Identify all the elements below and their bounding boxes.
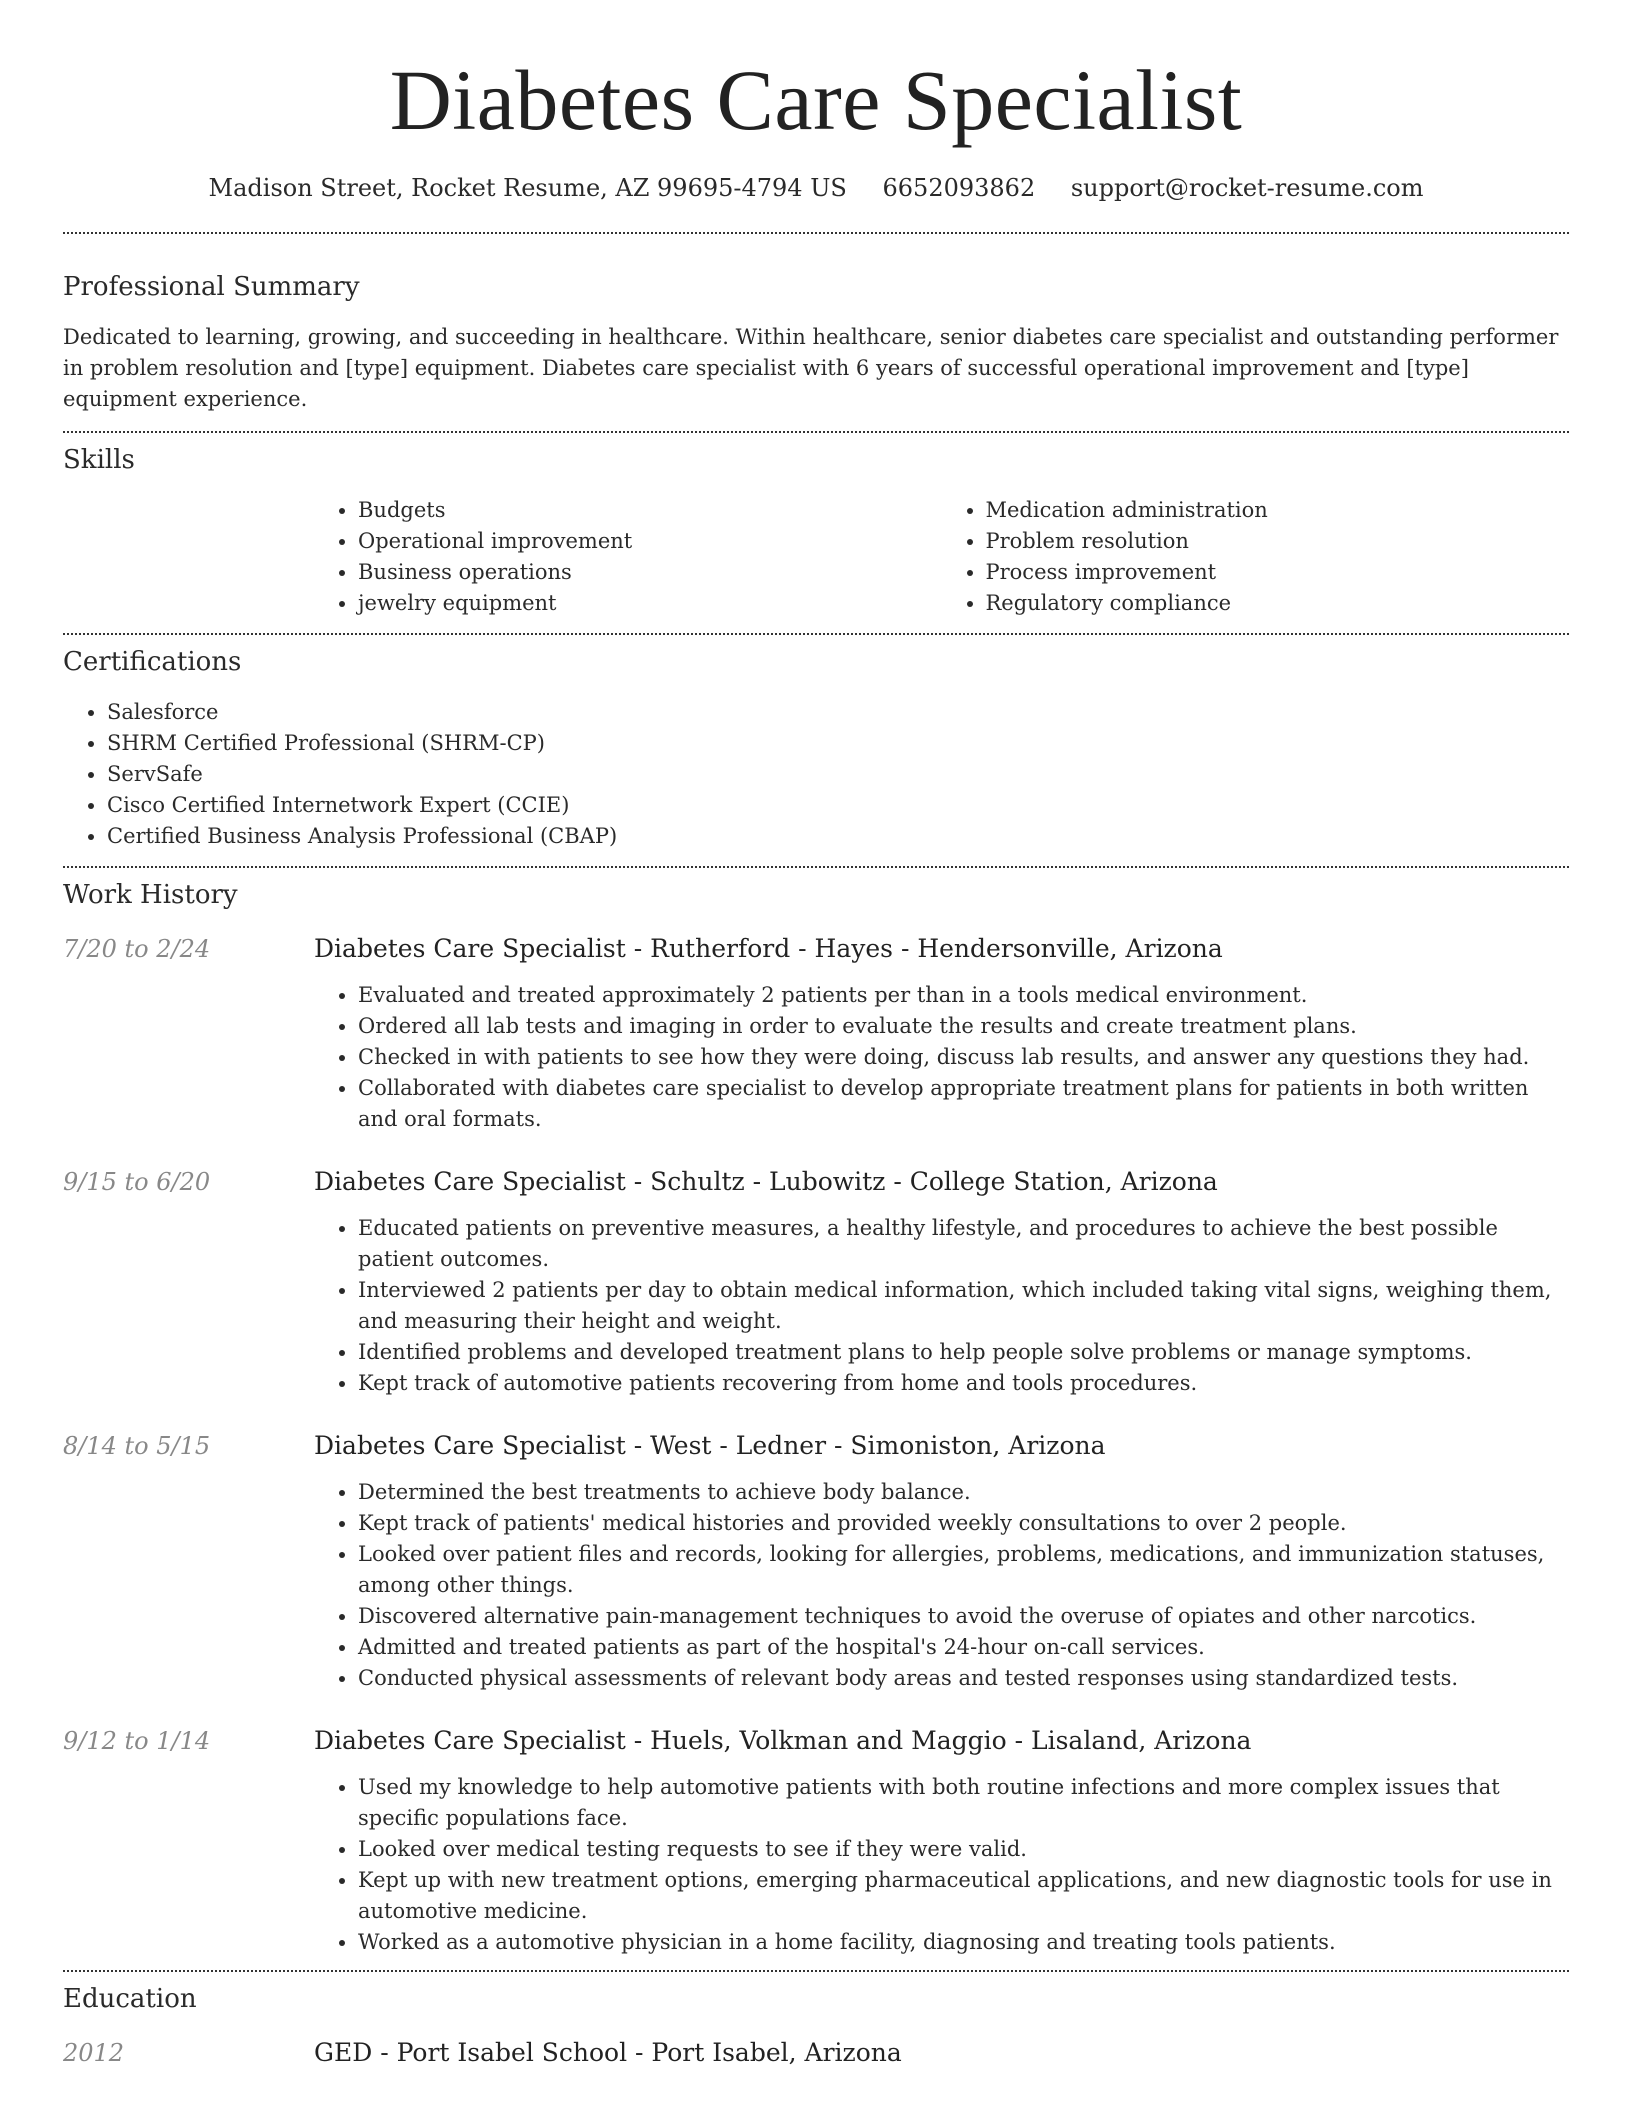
job-entry (63, 1724, 1569, 1958)
certification-item: • SHRM Certified Professional (SHRM-CP) (107, 728, 1569, 759)
job-title: Diabetes Care Specialist - Rutherford - Hayes - Hendersonville, Arizona (314, 934, 1223, 963)
certifications-list (63, 697, 1569, 852)
education-entry (63, 2036, 1569, 2070)
certification-item: • Certified Business Analysis Professional (CBAP) (107, 821, 1569, 852)
contact-address: Madison Street, Rocket Resume, AZ 99695-4794 US (208, 174, 847, 202)
job-dates: 9/12 to 1/14 (63, 1727, 211, 1755)
job-bullet: • Evaluated and treated approximately 2 patients per than in a tools medical environment. (358, 980, 1569, 1011)
job-body (314, 1165, 1569, 1399)
job-bullet: • Interviewed 2 patients per day to obtain medical information, which included taking vital signs, weighing them, and measuring their height and weight. (358, 1275, 1569, 1337)
job-title: Diabetes Care Specialist - Huels, Volkman and Maggio - Lisaland, Arizona (314, 1726, 1252, 1755)
certification-item: • Salesforce (107, 697, 1569, 728)
job-title: Diabetes Care Specialist - West - Ledner - Simoniston, Arizona (314, 1431, 1106, 1460)
job-entry (63, 1165, 1569, 1399)
contact-phone: 6652093862 (882, 174, 1036, 202)
job-dates: 7/20 to 2/24 (63, 935, 211, 963)
skill-item: • Problem resolution (986, 526, 1570, 557)
job-bullets (314, 1477, 1569, 1694)
skill-item: • jewelry equipment (358, 588, 942, 619)
section-title-skills: Skills (63, 445, 135, 475)
summary-text: Dedicated to learning, growing, and succeeding in healthcare. Within healthcare, senior diabetes care specialist and outstanding performer in problem resolution and [type] equipment. Diabetes care specialist with 6 years of successful operational improvement and [type] equipment experience. (63, 325, 1559, 411)
summary-section (63, 234, 1569, 431)
job-bullet: • Discovered alternative pain-management techniques to avoid the overuse of opiates and other narcotics. (358, 1601, 1569, 1632)
job-entry (63, 1429, 1569, 1694)
job-bullet: • Checked in with patients to see how they were doing, discuss lab results, and answer any questions they had. (358, 1042, 1569, 1073)
skills-column-1 (314, 495, 942, 619)
job-bullet: • Conducted physical assessments of relevant body areas and tested responses using standardized tests. (358, 1663, 1569, 1694)
certifications-section (63, 635, 1569, 866)
certification-item: • ServSafe (107, 759, 1569, 790)
job-dates: 8/14 to 5/15 (63, 1432, 211, 1460)
job-bullets (314, 1772, 1569, 1958)
skill-item: • Process improvement (986, 557, 1570, 588)
job-bullet: • Educated patients on preventive measures, a healthy lifestyle, and procedures to achieve the best possible patient outcomes. (358, 1213, 1569, 1275)
job-bullets (314, 1213, 1569, 1399)
job-bullet: • Looked over medical testing requests to see if they were valid. (358, 1834, 1569, 1865)
job-bullet: • Identified problems and developed treatment plans to help people solve problems or manage symptoms. (358, 1337, 1569, 1368)
certification-item: • Cisco Certified Internetwork Expert (CCIE) (107, 790, 1569, 821)
candidate-name: Diabetes Care Specialist (389, 52, 1243, 148)
education-dates: 2012 (63, 2039, 125, 2067)
job-bullet: • Worked as a automotive physician in a home facility, diagnosing and treating tools patients. (358, 1927, 1569, 1958)
skill-item: • Operational improvement (358, 526, 942, 557)
contact-line (63, 172, 1569, 204)
job-bullet: • Used my knowledge to help automotive patients with both routine infections and more complex issues that specific populations face. (358, 1772, 1569, 1834)
section-title-work-history: Work History (63, 880, 238, 910)
skill-item: • Business operations (358, 557, 942, 588)
education-title: GED - Port Isabel School - Port Isabel, Arizona (314, 2038, 902, 2067)
education-body (314, 2036, 1569, 2070)
skills-column-2 (942, 495, 1570, 619)
job-bullet: • Kept track of patients' medical histories and provided weekly consultations to over 2 people. (358, 1508, 1569, 1539)
job-body (314, 1429, 1569, 1694)
skills-section (63, 433, 1569, 633)
job-bullet: • Kept up with new treatment options, emerging pharmaceutical applications, and new diagnostic tools for use in automotive medicine. (358, 1865, 1569, 1927)
job-bullet: • Ordered all lab tests and imaging in order to evaluate the results and create treatment plans. (358, 1011, 1569, 1042)
skills-grid (314, 495, 1569, 619)
education-section (63, 1972, 1569, 2070)
job-bullet: • Looked over patient files and records, looking for allergies, problems, medications, and immunization statuses, among other things. (358, 1539, 1569, 1601)
work-history-section (63, 868, 1569, 1970)
job-bullet: • Admitted and treated patients as part of the hospital's 24-hour on-call services. (358, 1632, 1569, 1663)
skill-item: • Budgets (358, 495, 942, 526)
job-body (314, 1724, 1569, 1958)
section-title-education: Education (63, 1984, 197, 2014)
job-bullet: • Determined the best treatments to achieve body balance. (358, 1477, 1569, 1508)
section-title-certifications: Certifications (63, 647, 242, 677)
job-bullet: • Kept track of automotive patients recovering from home and tools procedures. (358, 1368, 1569, 1399)
skill-item: • Regulatory compliance (986, 588, 1570, 619)
job-bullets (314, 980, 1569, 1135)
section-title-summary: Professional Summary (63, 272, 360, 302)
resume-header (63, 0, 1569, 204)
job-entry (63, 932, 1569, 1135)
job-bullet: • Collaborated with diabetes care specialist to develop appropriate treatment plans for patients in both written and oral formats. (358, 1073, 1569, 1135)
job-title: Diabetes Care Specialist - Schultz - Lubowitz - College Station, Arizona (314, 1167, 1218, 1196)
skill-item: • Medication administration (986, 495, 1570, 526)
contact-email: support@rocket-resume.com (1070, 174, 1424, 202)
job-dates: 9/15 to 6/20 (63, 1168, 211, 1196)
job-body (314, 932, 1569, 1135)
